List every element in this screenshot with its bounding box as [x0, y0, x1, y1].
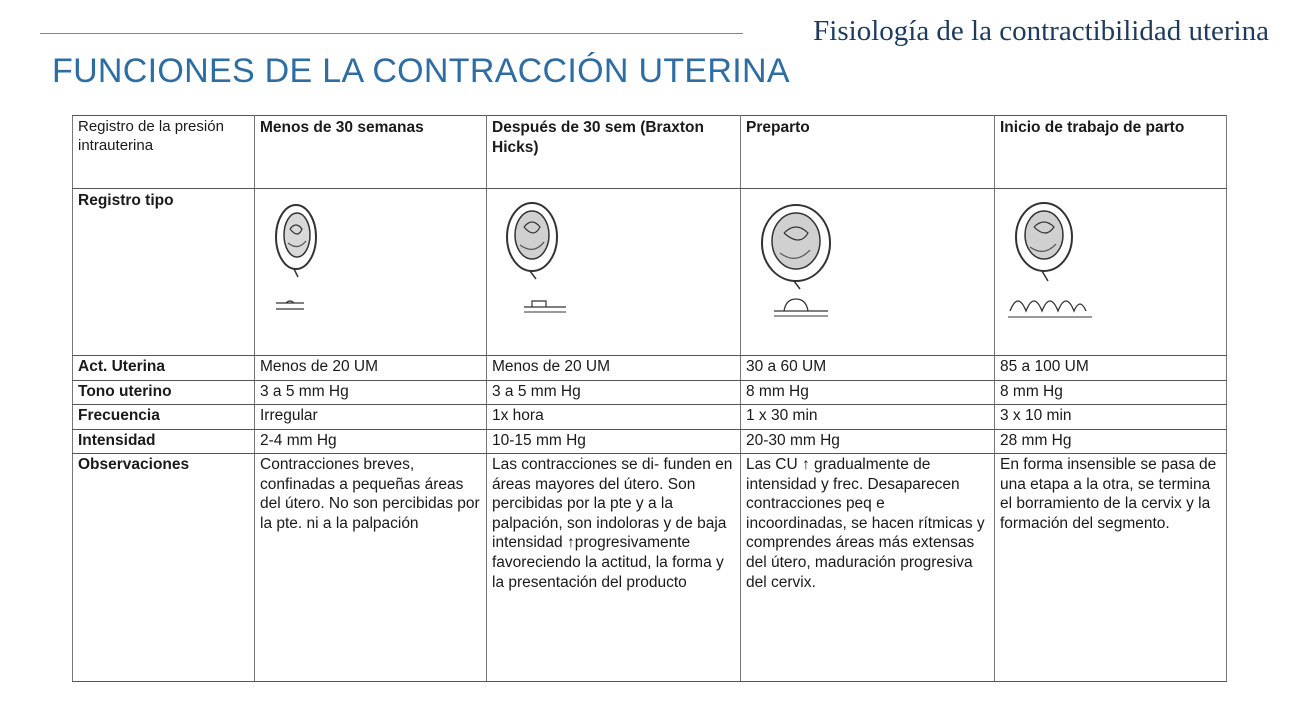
registro-cell — [255, 189, 487, 356]
table-cell: 8 mm Hg — [995, 380, 1227, 405]
table-cell: 8 mm Hg — [741, 380, 995, 405]
table-cell: 1x hora — [487, 405, 741, 430]
observaciones-row — [73, 454, 1227, 682]
table-cell: 1 x 30 min — [741, 405, 995, 430]
row-label: Observaciones — [73, 454, 255, 682]
table-row — [73, 380, 1227, 405]
table-header-row — [73, 116, 1227, 189]
column-header: Registro de la presión intrauterina — [73, 116, 255, 189]
column-header: Preparto — [741, 116, 995, 189]
table-row — [73, 356, 1227, 381]
registro-tipo-row — [73, 189, 1227, 356]
header-rule — [40, 33, 743, 34]
table-cell: 2-4 mm Hg — [255, 429, 487, 454]
contraction-table — [72, 115, 1227, 682]
uterus-sketch-preparto-icon — [754, 199, 844, 329]
table-cell: 20-30 mm Hg — [741, 429, 995, 454]
slide-title: FUNCIONES DE LA CONTRACCIÓN UTERINA — [52, 52, 790, 90]
table-cell: 10-15 mm Hg — [487, 429, 741, 454]
table-cell: 85 a 100 UM — [995, 356, 1227, 381]
table-cell: 3 a 5 mm Hg — [255, 380, 487, 405]
row-label: Intensidad — [73, 429, 255, 454]
header-title: Fisiología de la contractibilidad uterina — [813, 15, 1269, 47]
row-label: Frecuencia — [73, 405, 255, 430]
table-cell: Menos de 20 UM — [487, 356, 741, 381]
table-cell: Las CU ↑ gradualmente de intensidad y frec. Desaparecen contracciones peq e incoordinadas, se hacen rítmicas y comprendes áreas más extensas del útero, maduración progresiva del cervix. — [741, 454, 995, 682]
table-cell: 3 x 10 min — [995, 405, 1227, 430]
table-cell: 30 a 60 UM — [741, 356, 995, 381]
table-cell: En forma insensible se pasa de una etapa a la otra, se termina el borramiento de la cervix y la formación del segmento. — [995, 454, 1227, 682]
table-cell: Irregular — [255, 405, 487, 430]
table-cell: 28 mm Hg — [995, 429, 1227, 454]
column-header: Después de 30 sem (Braxton Hicks) — [487, 116, 741, 189]
table-cell: Las contracciones se di- funden en áreas mayores del útero. Son percibidas por la pte y a la palpación, son indoloras y de baja intensidad ↑progresivamente favoreciendo la actitud, la forma y la presentación del producto — [487, 454, 741, 682]
table-cell: Contracciones breves, confinadas a pequeñas áreas del útero. No son percibidas por la pte. ni a la palpación — [255, 454, 487, 682]
uterus-sketch-braxton-icon — [500, 199, 570, 329]
column-header: Inicio de trabajo de parto — [995, 116, 1227, 189]
table-cell: Menos de 20 UM — [255, 356, 487, 381]
table-row — [73, 405, 1227, 430]
row-label: Act. Uterina — [73, 356, 255, 381]
row-label: Registro tipo — [73, 189, 255, 356]
table-row — [73, 429, 1227, 454]
registro-cell — [995, 189, 1227, 356]
registro-cell — [741, 189, 995, 356]
column-header: Menos de 30 semanas — [255, 116, 487, 189]
row-label: Tono uterino — [73, 380, 255, 405]
uterus-sketch-small-icon — [268, 199, 328, 329]
uterus-sketch-trabajo-icon — [1008, 199, 1108, 329]
registro-cell — [487, 189, 741, 356]
table-cell: 3 a 5 mm Hg — [487, 380, 741, 405]
